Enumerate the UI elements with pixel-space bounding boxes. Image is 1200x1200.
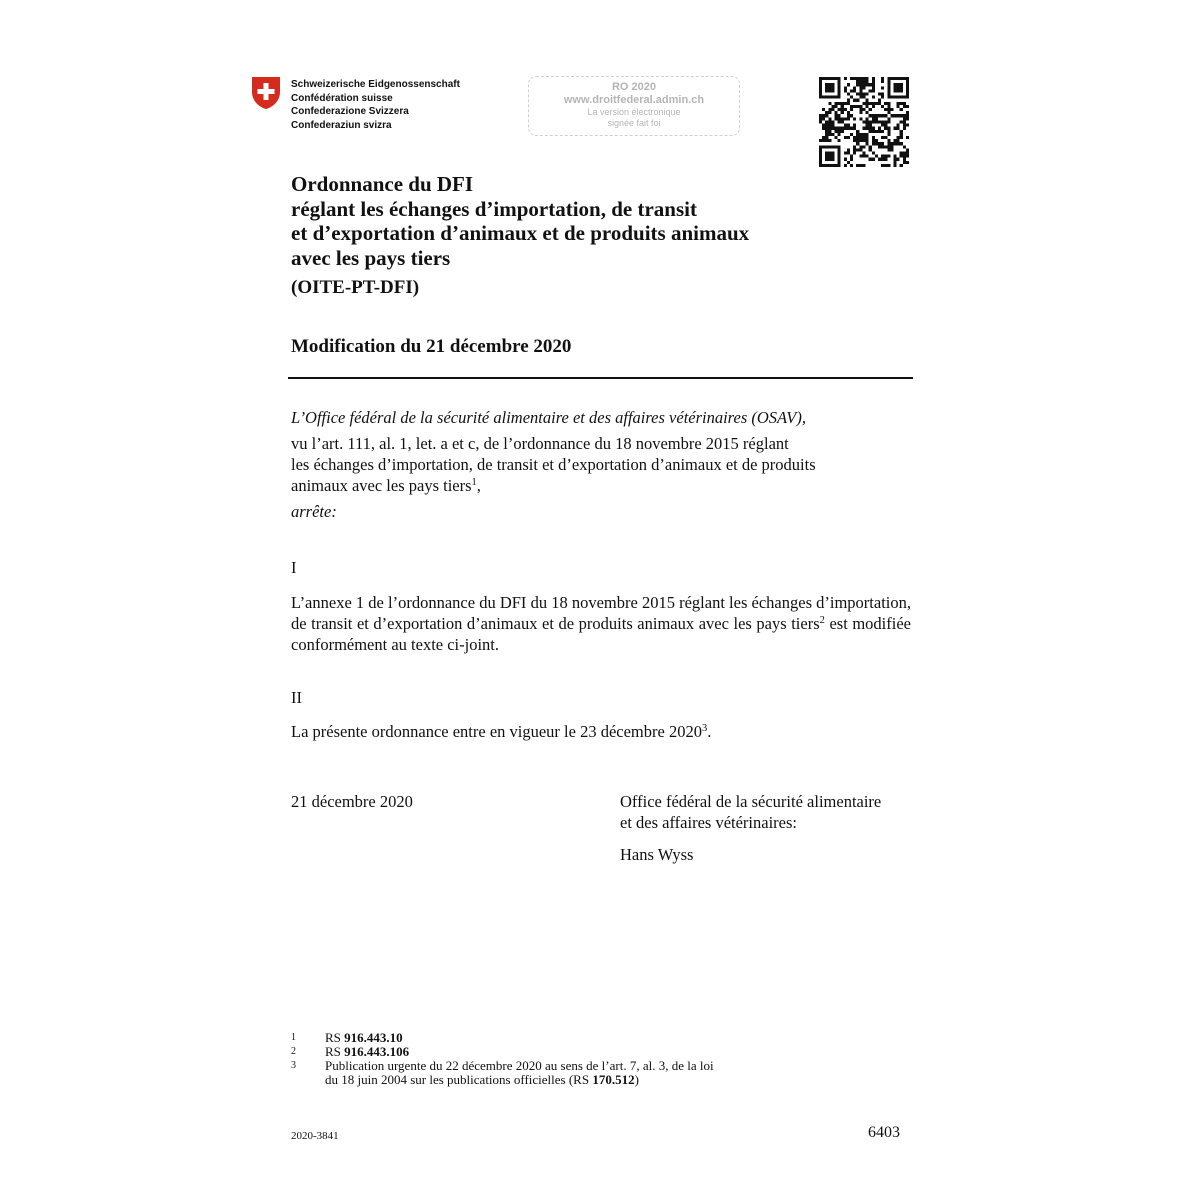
section-i-heading: I xyxy=(291,558,297,577)
section-ii-text: La présente ordonnance entre en vigueur le 23 décembre 2020 xyxy=(291,722,702,741)
page-number: 6403 xyxy=(868,1124,900,1141)
stamp-note-line1: La version électronique xyxy=(587,107,681,117)
legal-basis-tail: , xyxy=(476,476,481,495)
swiss-cross-shield-icon xyxy=(251,76,281,110)
footnote-number: 1 xyxy=(291,1032,296,1043)
official-publication-stamp xyxy=(528,76,740,136)
confederation-names xyxy=(291,78,460,132)
footnote-number: 3 xyxy=(291,1060,296,1071)
footnote-reference: 916.443.10 xyxy=(344,1030,403,1045)
title-line-2: réglant les échanges d’importation, de transit xyxy=(291,196,697,221)
legal-basis xyxy=(291,433,881,496)
footnote-ref-3: 3 xyxy=(701,723,708,734)
signing-office-line-1: Office fédéral de la sécurité alimentaire xyxy=(620,792,882,811)
confederation-line-it: Confederazione Svizzera xyxy=(291,106,409,117)
ordinance-abbreviation: (OITE-PT-DFI) xyxy=(291,277,420,298)
signature-date: 21 décembre 2020 xyxy=(291,792,413,811)
ordinance-title xyxy=(291,172,749,270)
title-line-1: Ordonnance du DFI xyxy=(291,172,474,196)
footnote-reference: 916.443.106 xyxy=(344,1044,410,1059)
document-id: 2020-3841 xyxy=(291,1130,339,1142)
confederation-line-rm: Confederaziun svizra xyxy=(291,119,392,131)
decree-word: arrête: xyxy=(291,502,337,521)
confederation-line-fr: Confédération suisse xyxy=(291,92,393,104)
footnotes xyxy=(291,1031,714,1087)
signing-office-line-2: et des affaires vétérinaires: xyxy=(620,813,797,832)
legal-basis-line-3: animaux avec les pays tiers xyxy=(291,476,472,495)
stamp-note-line2: signée fait foi xyxy=(607,118,661,128)
modification-date-heading: Modification du 21 décembre 2020 xyxy=(291,336,572,357)
signing-office xyxy=(620,791,881,833)
title-divider xyxy=(288,377,913,379)
footnote-number: 2 xyxy=(291,1046,296,1057)
issuing-authority: L’Office fédéral de la sécurité alimentaire et des affaires vétérinaires (OSAV), xyxy=(291,408,806,427)
legal-basis-line-2: les échanges d’importation, de transit et d’exportation d’animaux et de produits xyxy=(291,455,816,474)
section-ii-paragraph xyxy=(291,721,711,742)
section-ii-heading: II xyxy=(291,688,302,707)
footnote-text-line-1: Publication urgente du 22 décembre 2020 au sens de l’art. 7, al. 3, de la loi xyxy=(325,1058,714,1073)
qr-code-icon xyxy=(819,77,909,167)
footnote-text-end: ) xyxy=(634,1072,639,1087)
title-line-3: et d’exportation d’animaux et de produits animaux xyxy=(291,221,750,245)
section-i-text-end: est modifiée conformément au texte ci-joint. xyxy=(291,614,911,654)
footnote-2 xyxy=(291,1045,714,1059)
legal-basis-line-1: vu l’art. 111, al. 1, let. a et c, de l’ordonnance du 18 novembre 2015 réglant xyxy=(291,434,789,453)
footnote-3 xyxy=(291,1059,714,1087)
footnote-reference: 170.512 xyxy=(592,1072,635,1087)
confederation-line-de: Schweizerische Eidgenossenschaft xyxy=(291,79,460,90)
footnote-ref-1: 1 xyxy=(471,477,477,488)
footnote-text: RS xyxy=(325,1044,345,1059)
section-i-paragraph xyxy=(291,592,911,655)
stamp-collection: RO 2020 xyxy=(611,81,657,93)
footnote-1 xyxy=(291,1031,714,1045)
footnote-text-line-2: du 18 juin 2004 sur les publications officielles (RS xyxy=(325,1072,593,1087)
section-i-text: L’annexe 1 de l’ordonnance du DFI du 18 novembre 2015 réglant les échanges d’importation, de transit et d’exportation d’animaux et de produits animaux avec les pays tiers xyxy=(291,593,911,633)
signatory-name: Hans Wyss xyxy=(620,845,694,864)
footnote-ref-2: 2 xyxy=(819,615,825,626)
section-ii-text-end: . xyxy=(707,722,712,741)
stamp-website: www.droitfederal.admin.ch xyxy=(563,94,705,106)
title-line-4: avec les pays tiers xyxy=(291,245,451,270)
footnote-text: RS xyxy=(325,1030,345,1045)
